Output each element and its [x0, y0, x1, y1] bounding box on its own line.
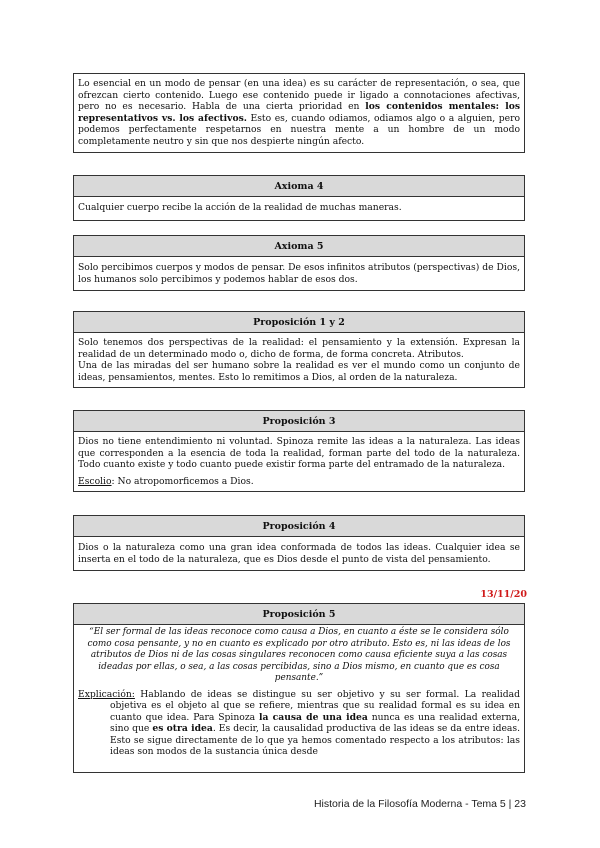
date-label: 13/11/20	[480, 589, 527, 600]
proposicion-4-box	[73, 515, 525, 571]
proposicion-1-2-title: Proposición 1 y 2	[74, 312, 524, 333]
proposicion-1-2-text: Solo tenemos dos perspectivas de la realidad: el pensamiento y la extensión. Expresan la realidad de un determinado modo o, dicho de forma, de forma concreta. Atributos. Una de las miradas del ser humano sobre la realidad es ver el mundo como un conjunto de ideas, pensamientos, mentes. Esto lo remitimos a Dios, al orden de la naturaleza.	[78, 337, 520, 383]
proposicion-1-2-box	[73, 311, 525, 388]
proposicion-5-box	[73, 603, 525, 773]
axioma-4-box	[73, 175, 525, 221]
proposicion-3-text: Dios no tiene entendimiento ni voluntad. Spinoza remite las ideas a la naturaleza. Las ideas que corresponden a la esencia de toda la realidad, forman parte del todo de la naturaleza. Todo cuanto existe y todo cuanto puede existir forma parte del entramado de la naturaleza. Escolio: No atropomorficemos a Dios.	[78, 436, 520, 487]
axioma-5-box	[73, 235, 525, 291]
proposicion-4-text: Dios o la naturaleza como una gran idea conformada de todos las ideas. Cualquier idea se inserta en el todo de la naturaleza, que es Dios desde el punto de vista del pensamiento.	[78, 542, 520, 565]
explicacion-label: Explicación:	[78, 688, 135, 700]
escolio-label: Escolio	[78, 475, 112, 487]
axioma-5-text: Solo percibimos cuerpos y modos de pensar. De esos infinitos atributos (perspectivas) de Dios, los humanos solo percibimos y podemos hablar de esos dos.	[78, 262, 520, 285]
axioma-4-text: Cualquier cuerpo recibe la acción de la realidad de muchas maneras.	[78, 202, 402, 213]
intro-bold: los contenidos mentales: los representativos vs. los afectivos.	[78, 101, 521, 124]
proposicion-3-box	[73, 410, 525, 492]
proposicion-5-explicacion: Explicación: Hablando de ideas se distingue su ser objetivo y su ser formal. La realidad objetiva es el objeto al que se refiere, mientras que su realidad formal es su idea en cuanto que idea. Para Spinoza la causa de una idea nunca es una realidad externa, sino que es otra idea. Es decir, la causalidad productiva de las ideas se da entre ideas. Esto se sigue directamente de lo que ya hemos comentado respecto a los atributos: las ideas son modos de la sustancia única desde	[78, 688, 521, 758]
axioma-5-title: Axioma 5	[74, 236, 524, 257]
intro-text: Lo esencial en un modo de pensar (en una idea) es su carácter de representación, o sea, que ofrezcan cierto contenido. Luego ese contenido puede ir ligado a connotaciones afectivas, pero no es necesario. Habla de una cierta prioridad en los contenidos mentales: los representativos vs. los afectivos. Esto es, cuando odiamos, odiamos algo o a alguien, pero podemos perfectamente respetarnos en nuestra mente a un hombre de un modo completamente neutro y sin que nos despierte ningún afecto.	[78, 78, 521, 147]
proposicion-5-title: Proposición 5	[74, 604, 524, 625]
axioma-4-title: Axioma 4	[74, 176, 524, 197]
proposicion-3-title: Proposición 3	[74, 411, 524, 432]
intro-box	[73, 73, 525, 153]
proposicion-4-title: Proposición 4	[74, 516, 524, 537]
page-footer: Historia de la Filosofía Moderna - Tema 5 | 23	[313, 798, 526, 810]
proposicion-5-quote: “El ser formal de las ideas reconoce como causa a Dios, en cuanto a éste se le considera sólo como cosa pensante, y no en cuanto es explicado por otro atributo. Esto es, ni las ideas de los atributos de Dios ni de las cosas singulares reconocen como causa eficiente suya a las cosas ideadas por ellas, o sea, a las cosas percibidas, sino a Dios mismo, en cuanto que es cosa pensante.”	[87, 627, 511, 683]
